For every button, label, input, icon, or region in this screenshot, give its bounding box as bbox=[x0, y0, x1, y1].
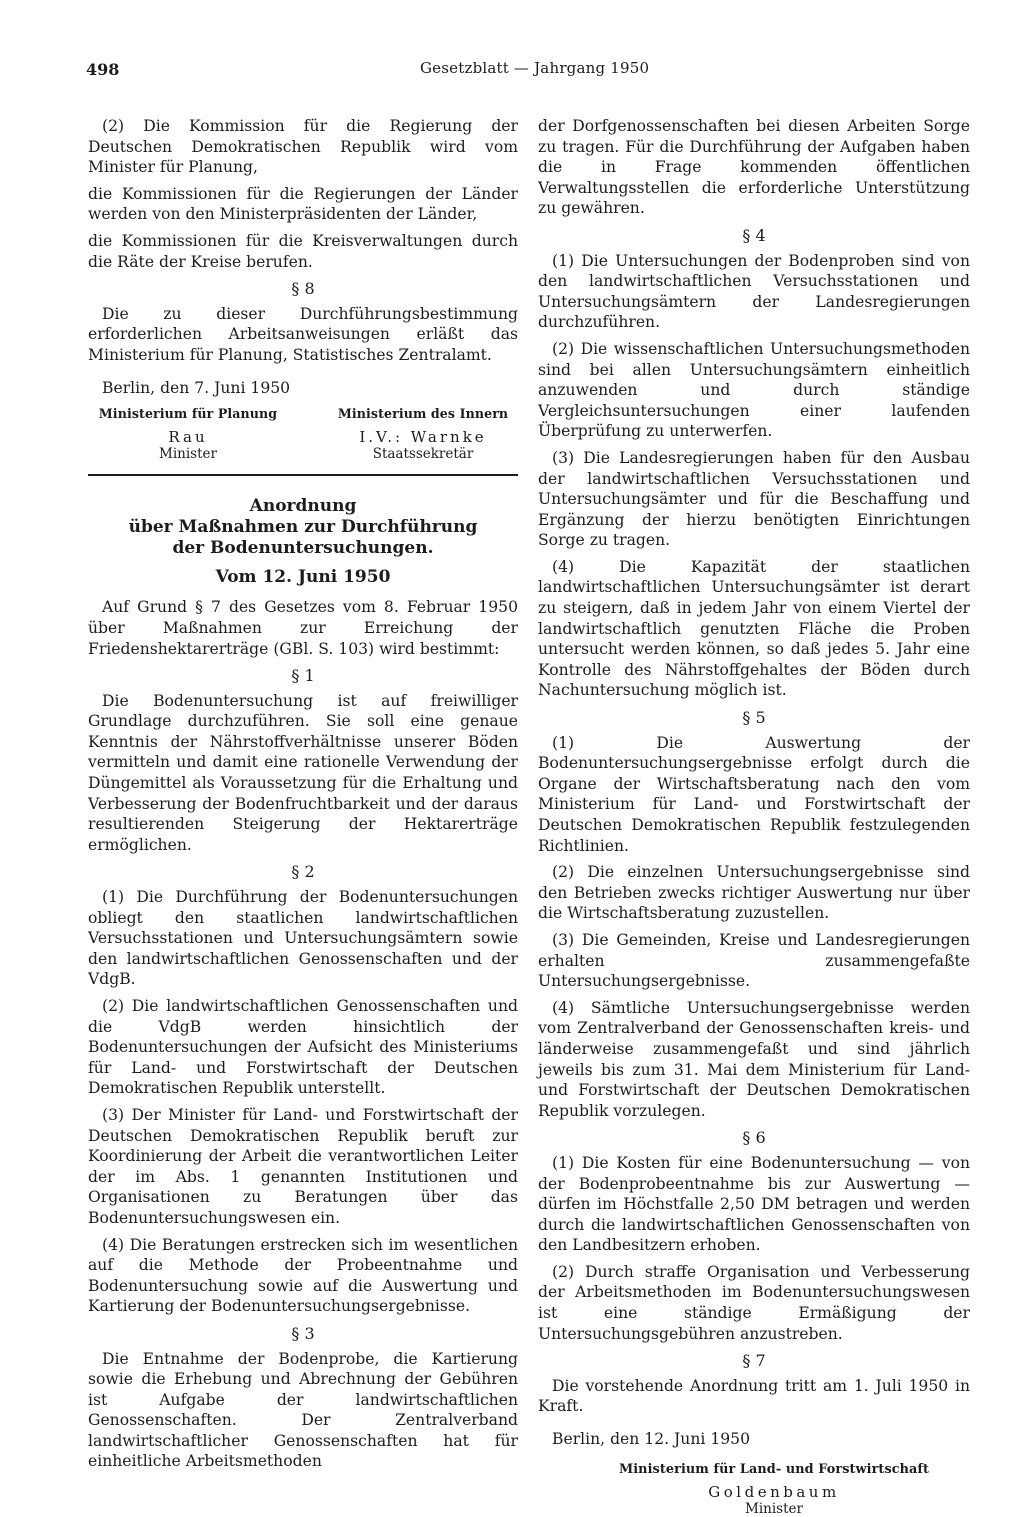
section-2-paragraph-4: (4) Die Beratungen erstrecken sich im wesentlichen auf die Methode der Probeentnahme und Bodenuntersuchung sowie auf die Auswertung und Kartierung der Bodenuntersuchungsergebnisse. bbox=[88, 1235, 518, 1316]
signature-block-2 bbox=[538, 1460, 970, 1517]
signature-planning bbox=[88, 404, 288, 462]
section-6-heading: § 6 bbox=[742, 1128, 766, 1148]
signatory-title-minister-2: Minister bbox=[745, 1501, 803, 1517]
running-header: Gesetzblatt — Jahrgang 1950 bbox=[420, 59, 650, 77]
section-2-paragraph-1: (1) Die Durchführung der Bodenuntersuchungen obliegt den staatlichen landwirtschaftlichen Versuchsstationen und Untersuchungsämtern sowie den landwirtschaftlichen Genossenschaften und der VdgB. bbox=[88, 888, 518, 989]
section-7-heading: § 7 bbox=[742, 1351, 766, 1371]
kommission-paragraph-2: die Kommissionen für die Regierungen der Länder werden von den Ministerpräsidenten der Länder, bbox=[88, 184, 518, 224]
section-4-heading: § 4 bbox=[742, 225, 766, 245]
section-6-paragraph-2: (2) Durch straffe Organisation und Verbesserung der Arbeitsmethoden im Bodenuntersuchungswesen ist eine ständige Ermäßigung der Untersuchungsgebühren anzustreben. bbox=[538, 1262, 970, 1343]
ministry-agriculture: Ministerium für Land- und Forstwirtschaft bbox=[618, 1461, 930, 1477]
section-4-paragraph-3: (3) Die Landesregierungen haben für den Ausbau der landwirtschaftlichen Versuchsstationen und Untersuchungsämter und für die Beschaffung und Ergänzung der hierzu benötigten Einrichtungen Sorge zu tragen. bbox=[538, 448, 970, 550]
section-5-paragraph-1: (1) Die Auswertung der Bodenuntersuchungsergebnisse erfolgt durch die Organe der Wirtschaftsberatung nach den vom Ministerium für Land- und Forstwirtschaft der Deutschen Demokratischen Republik festzulegenden Richtlinien. bbox=[538, 733, 970, 855]
section-5-paragraph-4: (4) Sämtliche Untersuchungsergebnisse werden vom Zentralverband der Genossenschaften kreis- und länderweise zusammengefaßt und sind jährlich jeweils bis zum 31. Mai dem Ministerium für Land- und Forstwirtschaft der Deutschen Demokratischen Republik vorzulegen. bbox=[538, 998, 970, 1120]
ordinance-title-line-2: über Maßnahmen zur Durchführung bbox=[128, 516, 478, 537]
section-5-heading: § 5 bbox=[742, 708, 766, 728]
section-3-heading: § 3 bbox=[291, 1323, 315, 1343]
section-3-text: Die Entnahme der Bodenprobe, die Kartierung sowie die Erhebung und Abrechnung der Gebühren ist Aufgabe der landwirtschaftlichen Genossenschaften. Der Zentralverband landwirtschaftlicher Genossenschaften hat für einheitliche Arbeitsmethoden bbox=[88, 1349, 518, 1471]
signatory-title-minister: Minister bbox=[159, 445, 217, 462]
kommission-paragraph-3: die Kommissionen für die Kreisverwaltungen durch die Räte der Kreise berufen. bbox=[88, 231, 518, 271]
section-7-text: Die vorstehende Anordnung tritt am 1. Juli 1950 in Kraft. bbox=[538, 1376, 970, 1416]
ministry-interior: Ministerium des Innern bbox=[337, 406, 509, 422]
section-3-continuation: der Dorfgenossenschaften bei diesen Arbeiten Sorge zu tragen. Für die Durchführung der Aufgaben haben die in Frage kommenden öffentlichen Verwaltungsstellen die erforderliche Unterstützung zu gewähren. bbox=[538, 117, 970, 218]
signature-interior bbox=[328, 404, 518, 462]
ordinance-title-line-3: der Bodenuntersuchungen. bbox=[172, 537, 434, 558]
section-2-paragraph-3: (3) Der Minister für Land- und Forstwirtschaft der Deutschen Demokratischen Republik beruft zur Koordinierung der Arbeit die verantwortlichen Leiter der im Abs. 1 genannten Institutionen und Organisationen zu Beratungen über das Bodenuntersuchungswesen ein. bbox=[88, 1105, 518, 1227]
section-6-paragraph-1: (1) Die Kosten für eine Bodenuntersuchung — von der Bodenprobeentnahme bis zur Auswertung — dürfen im Höchstfalle 2,50 DM betragen und werden durch die landwirtschaftlichen Genossenschaften von den Landbesitzern erhoben. bbox=[538, 1153, 970, 1255]
ordinance-intro: Auf Grund § 7 des Gesetzes vom 8. Februar 1950 über Maßnahmen zur Erreichung der Friedenshektarerträge (GBl. S. 103) wird bestimmt: bbox=[88, 598, 518, 658]
section-5-paragraph-3: (3) Die Gemeinden, Kreise und Landesregierungen erhalten zusammengefaßte Untersuchungsergebnisse. bbox=[538, 930, 970, 991]
page-number: 498 bbox=[86, 60, 120, 79]
section-divider bbox=[88, 474, 518, 476]
section-8-text: Die zu dieser Durchführungsbestimmung erforderlichen Arbeitsanweisungen erläßt das Ministerium für Planung, Statistisches Zentralamt. bbox=[88, 304, 518, 364]
section-4-paragraph-4: (4) Die Kapazität der staatlichen landwirtschaftlichen Untersuchungsämter ist derart zu steigern, daß in jedem Jahr von einem Viertel der landwirtschaftlich genutzten Fläche die Proben untersucht werden können, so daß jedes 5. Jahr eine Kontrolle des Nährstoffgehaltes der Böden durch Nachuntersuchung möglich ist. bbox=[538, 557, 970, 700]
signing-date-2: Berlin, den 12. Juni 1950 bbox=[552, 1430, 751, 1449]
section-4-paragraph-2: (2) Die wissenschaftlichen Untersuchungsmethoden sind bei allen Untersuchungsämtern einheitlich anzuwenden und durch ständige Vergleichsuntersuchungen einer laufenden Überprüfung zu unterwerfen. bbox=[538, 339, 970, 441]
section-8-heading: § 8 bbox=[291, 279, 315, 299]
section-1-heading: § 1 bbox=[291, 666, 315, 686]
right-column bbox=[538, 116, 970, 1517]
ordinance-title-line-1: Anordnung bbox=[249, 495, 357, 516]
section-1-text: Die Bodenuntersuchung ist auf freiwilliger Grundlage durchzuführen. Sie soll eine genaue Kenntnis der Nährstoffverhältnisse unserer Böden vermitteln und damit eine rationelle Verwendung der Düngemittel als Voraussetzung für die Erhaltung und Verbesserung der Bodenfruchtbarkeit und der daraus resultierenden Steigerung der Hektarerträge ermöglichen. bbox=[88, 691, 518, 854]
signatory-goldenbaum: Goldenbaum bbox=[708, 1483, 840, 1502]
section-4-paragraph-1: (1) Die Untersuchungen der Bodenproben sind von den landwirtschaftlichen Versuchsstationen und Untersuchungsämtern der Landesregierungen durchzuführen. bbox=[538, 251, 970, 332]
ordinance-title bbox=[88, 496, 518, 559]
kommission-paragraph-1: (2) Die Kommission für die Regierung der Deutschen Demokratischen Republik wird vom Minister für Planung, bbox=[88, 117, 518, 177]
signatory-warnke: I.V.: Warnke bbox=[359, 427, 487, 446]
signatory-rau: Rau bbox=[168, 427, 208, 446]
ministry-planning: Ministerium für Planung bbox=[98, 406, 278, 422]
signatory-title-staatssekretaer: Staatssekretär bbox=[372, 445, 474, 462]
left-column bbox=[88, 116, 518, 1478]
ordinance-date: Vom 12. Juni 1950 bbox=[215, 566, 391, 587]
section-2-heading: § 2 bbox=[291, 862, 315, 882]
section-2-paragraph-2: (2) Die landwirtschaftlichen Genossenschaften und die VdgB werden hinsichtlich der Bodenuntersuchungen der Aufsicht des Ministeriums für Land- und Forstwirtschaft der Deutschen Demokratischen Republik unterstellt. bbox=[88, 997, 518, 1098]
signing-date-1: Berlin, den 7. Juni 1950 bbox=[102, 378, 291, 397]
signature-block-1 bbox=[88, 404, 518, 462]
section-5-paragraph-2: (2) Die einzelnen Untersuchungsergebnisse sind den Betrieben zwecks richtiger Auswertung nur über die Wirtschaftsberatung zuzustellen. bbox=[538, 863, 970, 923]
